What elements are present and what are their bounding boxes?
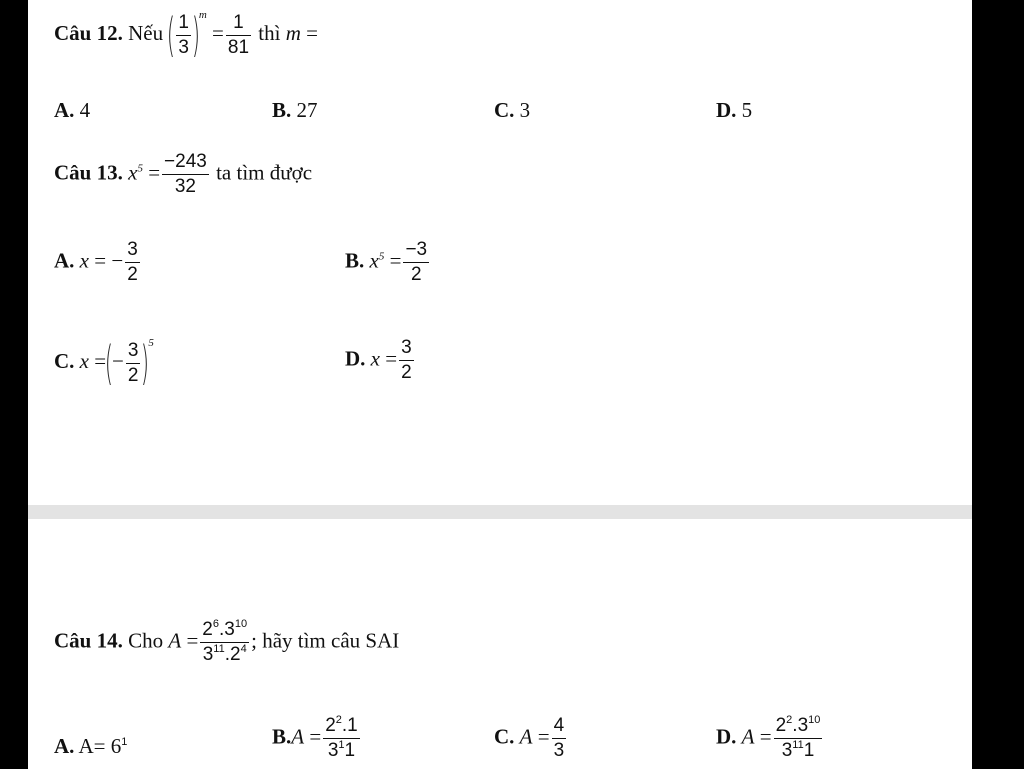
base-denominator: 3	[178, 36, 189, 58]
question-12-label: Câu 12.	[54, 20, 123, 45]
option-letter: C.	[54, 348, 75, 373]
right-paren: )	[191, 8, 200, 62]
lhs-exponent: 5	[137, 162, 143, 175]
option-numerator: $2^2.1$	[323, 716, 360, 739]
option-text: 27	[296, 98, 318, 122]
lhs-var: x	[128, 160, 138, 185]
option-numerator: $2^2.3^{10}$	[774, 716, 823, 739]
option-fraction	[552, 716, 567, 761]
option-var: x	[79, 248, 89, 273]
question-14-tail: ; hãy tìm câu SAI	[251, 628, 400, 653]
question-12-intro: Nếu	[128, 20, 164, 45]
option-denominator: 2	[410, 263, 422, 285]
base-numerator: 1	[176, 13, 191, 36]
question-14: Câu 14. Cho A = $\frac{2^6.3^{10}}{3^{11}.2^4}$ ; hãy tìm câu SAI	[54, 618, 400, 665]
exponent: m	[198, 8, 207, 21]
question-14-intro: Cho	[128, 628, 164, 653]
option-fraction	[403, 240, 429, 285]
option-numerator: 3	[125, 240, 140, 263]
option-text: 5	[741, 98, 753, 122]
worksheet-page-1	[28, 0, 972, 505]
option-denominator: $3^11$	[327, 738, 356, 761]
rhs-numerator: 1	[226, 13, 251, 36]
a-fraction	[200, 620, 249, 665]
left-paren: (	[105, 336, 114, 390]
question-12: Câu 12. Nếu ( $\frac{1}{3}$ )$^m$ = $\frac{1}{81}$ thì m =	[54, 8, 318, 62]
rhs-numerator: −243	[162, 152, 209, 175]
option-letter: A.	[54, 98, 75, 122]
rhs-fraction	[226, 13, 251, 58]
option-var: x	[370, 346, 380, 371]
option-var: x	[369, 248, 379, 273]
rhs-fraction	[162, 152, 209, 197]
option-letter: B.	[345, 248, 365, 273]
option-var: x	[79, 348, 89, 373]
question-13: Câu 13. $x^5$ = $\frac{-243}{32}$ ta tìm được	[54, 151, 313, 197]
option-letter: C.	[494, 724, 515, 749]
option-letter: B.	[272, 724, 292, 749]
option-letter: D.	[716, 724, 737, 749]
option-fraction	[399, 338, 414, 383]
question-14-var: A	[168, 628, 182, 653]
option-numerator: 3	[399, 338, 414, 361]
q12-option-c[interactable]	[494, 98, 530, 123]
option-numerator: 3	[126, 341, 141, 364]
option-text: 4	[79, 98, 91, 122]
option-denominator: 3	[553, 739, 565, 761]
option-denominator: 2	[401, 361, 412, 383]
q13-option-c[interactable]: C. x =(− $\frac{3}{2}$ )$^5$	[54, 336, 154, 390]
option-text: A= 6	[78, 734, 122, 758]
left-paren: (	[167, 8, 176, 62]
rhs-denominator: 32	[174, 175, 196, 197]
rhs-denominator: 81	[227, 36, 250, 58]
option-exponent: 5	[148, 336, 154, 349]
right-paren: )	[141, 336, 150, 390]
option-letter: B.	[272, 98, 292, 122]
question-12-var: m	[285, 20, 301, 45]
option-var: A	[519, 724, 533, 749]
option-var: A	[741, 724, 755, 749]
option-fraction	[323, 716, 360, 761]
option-letter: C.	[494, 98, 515, 122]
q12-option-b[interactable]	[272, 98, 318, 123]
question-14-label: Câu 14.	[54, 628, 123, 653]
q14-option-c[interactable]: C. A = $\frac{4}{3}$	[494, 715, 565, 761]
option-letter: D.	[716, 98, 737, 122]
option-denominator: 2	[127, 263, 138, 285]
a-denominator: $3^{11}.2^4$	[202, 642, 247, 665]
q13-option-b[interactable]: B. $x^5$ = $\frac{-3}{2}$	[345, 239, 428, 285]
option-fraction	[125, 240, 140, 285]
option-fraction	[126, 341, 141, 386]
option-exponent: 1	[121, 736, 128, 748]
option-letter: D.	[345, 346, 366, 371]
option-var: A	[291, 724, 305, 749]
q12-option-d[interactable]	[716, 98, 752, 123]
option-denominator: 2	[127, 364, 139, 386]
a-numerator: $2^6.3^{10}$	[200, 620, 249, 643]
option-letter: A.	[54, 248, 75, 273]
q13-option-d[interactable]: D. x = $\frac{3}{2}$	[345, 337, 412, 383]
question-13-label: Câu 13.	[54, 160, 123, 185]
question-12-tail: thì	[258, 20, 281, 45]
option-denominator: $3^{11}1$	[781, 738, 815, 761]
option-exponent: 5	[378, 250, 385, 263]
q14-option-b[interactable]: B.A = $\frac{2^2.1}{3^11}$	[272, 714, 358, 761]
q14-option-d[interactable]: D. A = $\frac{2^2.3^{10}}{3^{11}1}$	[716, 714, 821, 761]
q14-option-a[interactable]	[54, 734, 127, 759]
option-letter: A.	[54, 734, 75, 758]
option-numerator: −3	[403, 240, 429, 263]
option-numerator: 4	[552, 716, 567, 739]
page-separator	[28, 505, 972, 519]
q13-option-a[interactable]: A. x = − $\frac{3}{2}$	[54, 239, 138, 285]
option-fraction	[774, 716, 823, 761]
q12-option-a[interactable]	[54, 98, 90, 123]
question-13-tail: ta tìm được	[216, 160, 313, 185]
base-fraction	[176, 13, 191, 58]
option-text: 3	[519, 98, 531, 122]
